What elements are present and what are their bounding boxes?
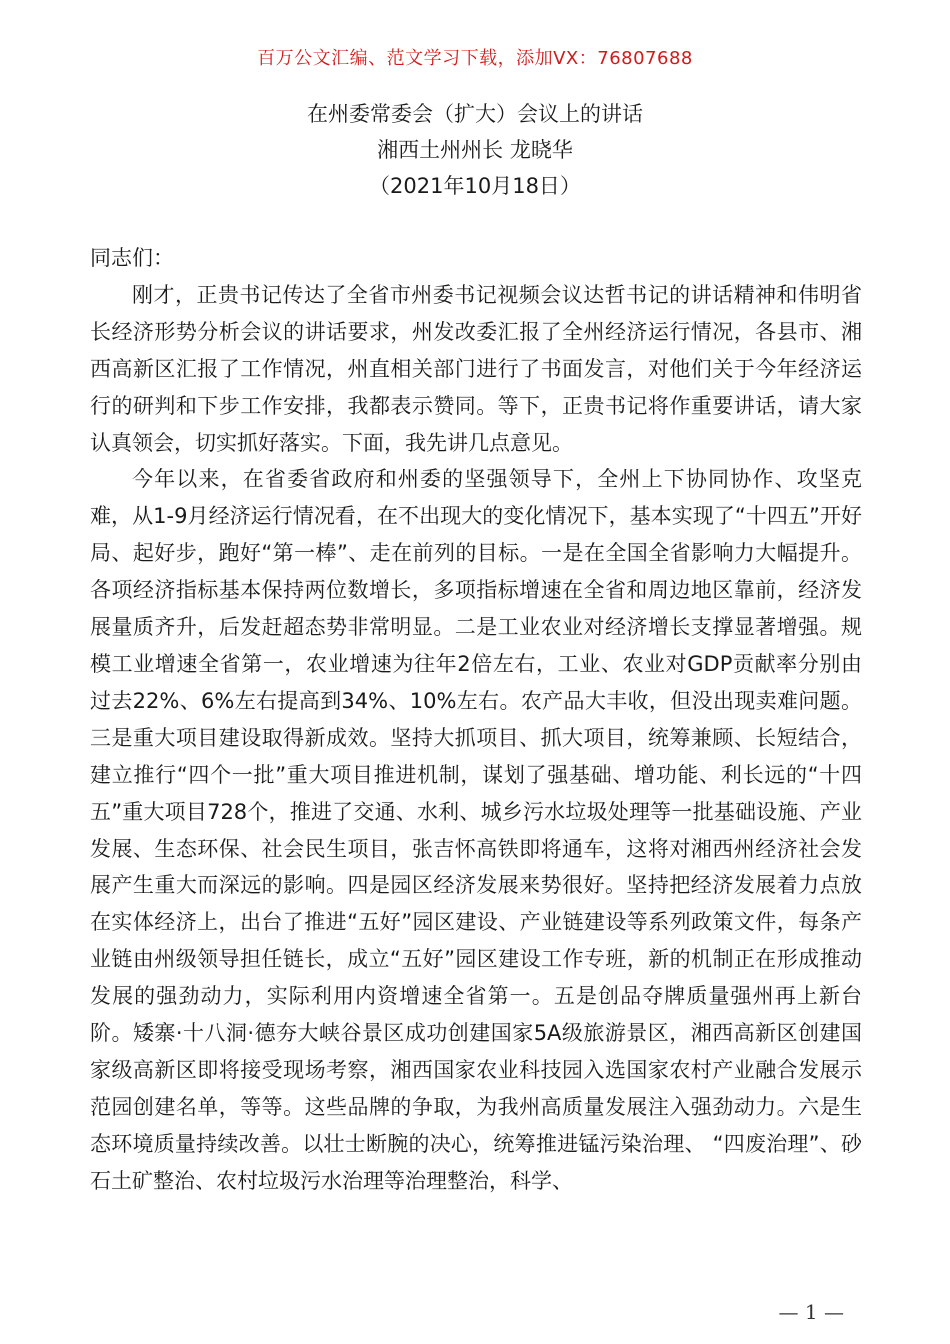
speech-date: （2021年10月18日） bbox=[369, 174, 581, 198]
speaker-line: 湘西土州州长 龙晓华 bbox=[377, 138, 573, 162]
page-number: — 1 — bbox=[778, 1300, 844, 1324]
speech-title: 在州委常委会（扩大）会议上的讲话 bbox=[307, 102, 643, 126]
speech-header bbox=[0, 96, 950, 204]
promo-banner: 百万公文汇编、范文学习下载，添加VX：76807688 bbox=[257, 48, 693, 69]
speech-body bbox=[90, 240, 862, 1200]
salutation: 同志们： bbox=[90, 246, 174, 270]
paragraph-opening: 刚才，正贵书记传达了全省市州委书记视频会议达哲书记的讲话精神和伟明省长经济形势分析会议的讲话要求，州发改委汇报了全州经济运行情况，各县市、湘西高新区汇报了工作情况，州直相关部门进行了书面发言，对他们关于今年经济运行的研判和下步工作安排，我都表示赞同。等下，正贵书记将作重要讲话，请大家认真领会，切实抓好落实。下面，我先讲几点意见。 bbox=[90, 282, 862, 455]
paragraph-achievements: 今年以来，在省委省政府和州委的坚强领导下，全州上下协同协作、攻坚克难，从1-9月经济运行情况看，在不出现大的变化情况下，基本实现了“十四五”开好局、起好步，跑好“第一棒”、走在前列的目标。一是在全国全省影响力大幅提升。各项经济指标基本保持两位数增长，多项指标增速在全省和周边地区靠前，经济发展量质齐升，后发赶超态势非常明显。二是工业农业对经济增长支撑显著增强。规模工业增速全省第一，农业增速为往年2倍左右，工业、农业对GDP贡献率分别由过去22%、6%左右提高到34%、10%左右。农产品大丰收，但没出现卖难问题。三是重大项目建设取得新成效。坚持大抓项目、抓大项目，统筹兼顾、长短结合，建立推行“四个一批”重大项目推进机制，谋划了强基础、增功能、利长远的“十四五”重大项目728个，推进了交通、水利、城乡污水垃圾处理等一批基础设施、产业发展、生态环保、社会民生项目，张吉怀高铁即将通车，这将对湘西州经济社会发展产生重大而深远的影响。四是园区经济发展来势很好。坚持把经济发展着力点放在实体经济上，出台了推进“五好”园区建设、产业链建设等系列政策文件，每条产业链由州级领导担任链长，成立“五好”园区建设工作专班，新的机制正在形成推动发展的强劲动力，实际利用内资增速全省第一。五是创品夺牌质量强州再上新台阶。矮寨·十八洞·德夯大峡谷景区成功创建国家5A级旅游景区，湘西高新区创建国家级高新区即将接受现场考察，湘西国家农业科技园入选国家农村产业融合发展示范园创建名单，等等。这些品牌的争取，为我州高质量发展注入强劲动力。六是生态环境质量持续改善。以壮士断腕的决心，统筹推进锰污染治理、 “四废治理”、砂石土矿整治、农村垃圾污水治理等治理整治，科学、 bbox=[90, 467, 862, 1193]
